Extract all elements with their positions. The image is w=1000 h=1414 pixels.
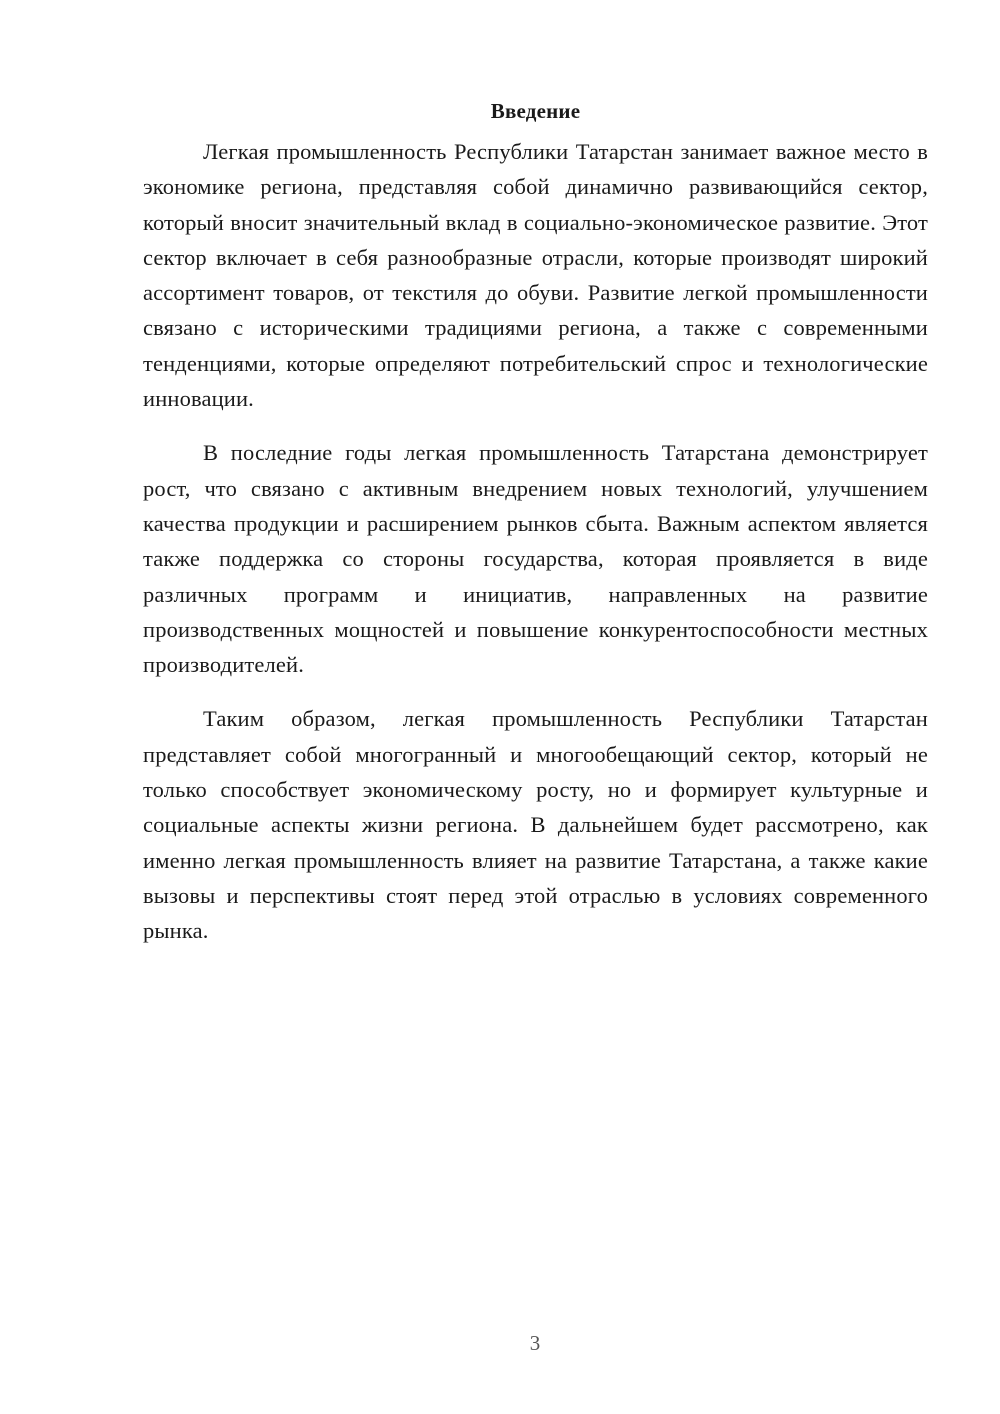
- page-number: 3: [529, 1331, 541, 1355]
- page-content: [143, 92, 928, 968]
- paragraph-3: Таким образом, легкая промышленность Республики Татарстан представляет собой многогранный и многообещающий сектор, который не только способствует экономическому росту, но и формирует культурные и социальные аспекты жизни региона. В дальнейшем будет рассмотрено, как именно легкая промышленность влияет на развитие Татарстана, а также какие вызовы и перспективы стоят перед этой отраслью в условиях современного рынка.: [143, 706, 928, 944]
- section-title: Введение: [490, 99, 581, 123]
- paragraph-2: В последние годы легкая промышленность Татарстана демонстрирует рост, что связано с активным внедрением новых технологий, улучшением качества продукции и расширением рынков сбыта. Важным аспектом является также поддержка со стороны государства, которая проявляется в виде различных программ и инициатив, направленных на развитие производственных мощностей и повышение конкурентоспособности местных производителей.: [143, 440, 928, 678]
- paragraph-1: Легкая промышленность Республики Татарстан занимает важное место в экономике региона, представляя собой динамично развивающийся сектор, который вносит значительный вклад в социально-экономическое развитие. Этот сектор включает в себя разнообразные отрасли, которые производят широкий ассортимент товаров, от текстиля до обуви. Развитие легкой промышленности связано с историческими традициями региона, а также с современными тенденциями, которые определяют потребительский спрос и технологические инновации.: [143, 139, 928, 412]
